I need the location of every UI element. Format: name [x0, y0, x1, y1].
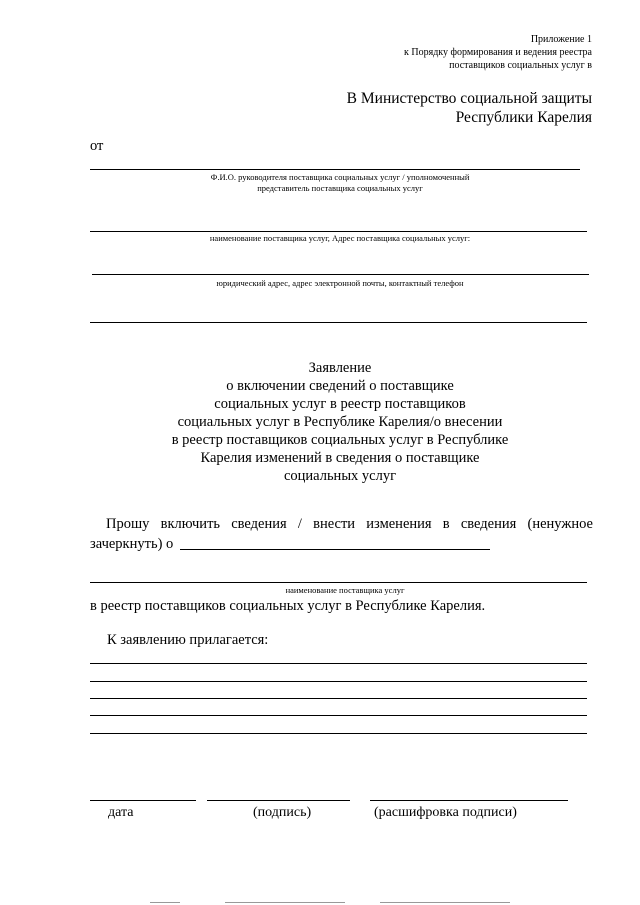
title-line-6: Карелия изменений в сведения о поставщике — [200, 450, 480, 466]
request-provider-line[interactable] — [180, 549, 490, 550]
provider-line[interactable] — [90, 231, 587, 232]
from-label: от — [90, 138, 104, 154]
from-note-line-1: Ф.И.О. руководителя поставщика социальных услуг / уполномоченный — [210, 172, 470, 182]
application-title — [100, 359, 580, 485]
title-line-3: социальных услуг в реестр поставщиков — [214, 396, 466, 412]
from-name-line[interactable] — [90, 169, 580, 170]
addressee-line-2: Республики Карелия — [455, 109, 592, 126]
provider-name-line[interactable] — [90, 582, 587, 583]
date-line[interactable] — [90, 800, 196, 801]
attachment-line-1[interactable] — [90, 663, 587, 664]
title-line-7: социальных услуг — [283, 468, 397, 484]
contact-line[interactable] — [92, 274, 589, 275]
attachments-label: К заявлению прилагается: — [107, 632, 269, 648]
contact-caption: юридический адрес, адрес электронной почты, контактный телефон — [216, 278, 464, 288]
attachment-line-2[interactable] — [90, 681, 587, 682]
provider-name-caption: наименование поставщика услуг — [285, 585, 405, 595]
signature-decode-caption: (расшифровка подписи) — [374, 805, 517, 820]
request-line-1 — [90, 515, 593, 533]
attachment-line-5[interactable] — [90, 733, 587, 734]
signature-caption: (подпись) — [253, 805, 312, 820]
addressee-line-1: В Министерство социальной защиты — [346, 90, 592, 107]
title-line-4: социальных услуг в Республике Карелия/о внесении — [177, 414, 503, 430]
from-note-line-2: представитель поставщика социальных услуг — [257, 183, 423, 193]
appendix-header — [404, 33, 592, 72]
from-name-caption — [130, 172, 550, 194]
date-caption: дата — [108, 805, 134, 820]
appendix-line-3: поставщиков социальных услуг в — [449, 60, 592, 71]
request-text-1: Прошу включить сведения / внести изменения в сведения (ненужное — [106, 516, 593, 532]
addressee-block — [347, 89, 592, 127]
scan-mark-2 — [225, 902, 345, 903]
scan-mark-3 — [380, 902, 510, 903]
request-line-2-prefix: зачеркнуть) о — [90, 536, 174, 552]
title-line-1: Заявление — [308, 360, 372, 376]
scan-mark-1 — [150, 902, 180, 903]
signature-decode-line[interactable] — [370, 800, 568, 801]
extra-contact-line[interactable] — [90, 322, 587, 323]
attachment-line-3[interactable] — [90, 698, 587, 699]
registry-line: в реестр поставщиков социальных услуг в Республике Карелия. — [90, 598, 486, 614]
title-line-5: в реестр поставщиков социальных услуг в Республике — [171, 432, 509, 448]
title-line-2: о включении сведений о поставщике — [226, 378, 454, 394]
provider-caption: наименование поставщика услуг, Адрес поставщика социальных услуг: — [209, 233, 471, 243]
attachment-line-4[interactable] — [90, 715, 587, 716]
appendix-line-1: Приложение 1 — [530, 34, 592, 45]
appendix-line-2: к Порядку формирования и ведения реестра — [404, 47, 592, 58]
signature-line[interactable] — [207, 800, 350, 801]
